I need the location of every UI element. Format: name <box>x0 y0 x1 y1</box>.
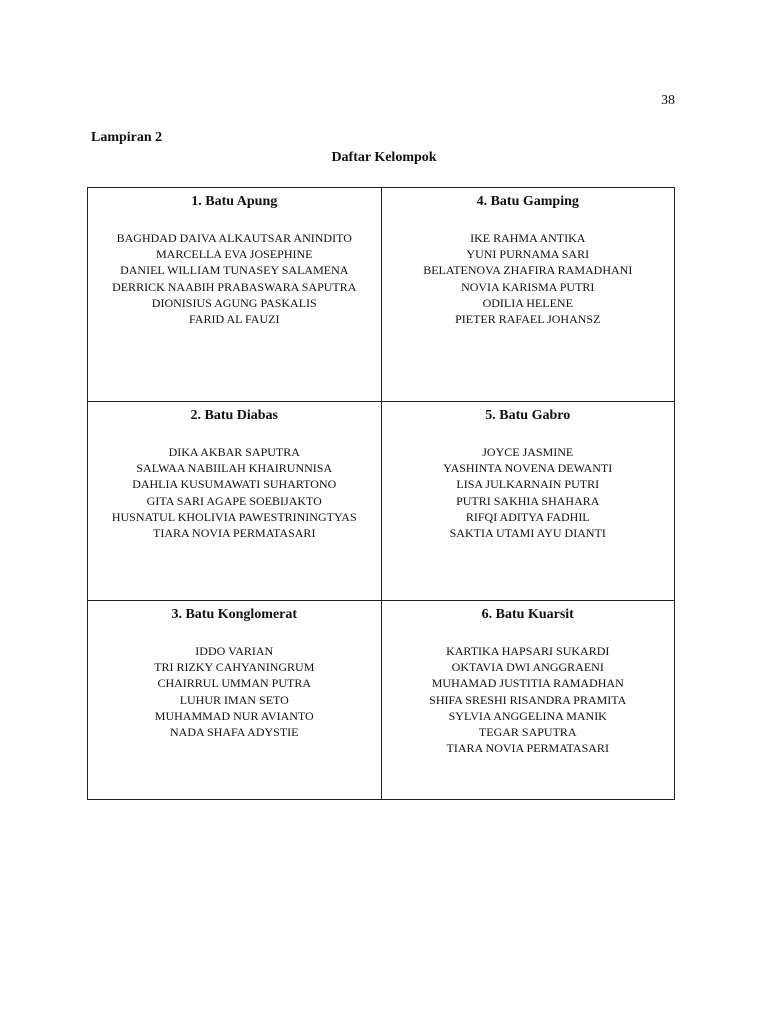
page-number: 38 <box>661 93 675 108</box>
document-title: Daftar Kelompok <box>331 150 437 165</box>
member-name: YUNI PURNAMA SARI <box>466 247 590 262</box>
group-name: 6. Batu Kuarsit <box>481 607 574 622</box>
member-name: YASHINTA NOVENA DEWANTI <box>443 461 613 476</box>
member-name: DIONISIUS AGUNG PASKALIS <box>151 295 317 310</box>
member-name: SHIFA SRESHI RISANDRA PRAMITA <box>429 692 627 707</box>
member-name: LUHUR IMAN SETO <box>179 692 289 707</box>
member-list <box>88 230 381 327</box>
member-name: DANIEL WILLIAM TUNASEY SALAMENA <box>120 263 349 278</box>
group-cell <box>88 402 382 601</box>
group-cell <box>381 601 675 800</box>
member-name: TIARA NOVIA PERMATASARI <box>153 526 316 541</box>
group-cell <box>381 188 675 402</box>
group-name: 4. Batu Gamping <box>476 194 579 209</box>
table-row <box>88 188 675 402</box>
group-cell <box>88 601 382 800</box>
member-name: TRI RIZKY CAHYANINGRUM <box>154 660 315 675</box>
member-name: JOYCE JASMINE <box>482 445 574 459</box>
group-name: 2. Batu Diabas <box>190 408 279 423</box>
member-name: MUHAMMAD NUR AVIANTO <box>154 708 314 723</box>
member-name: TIARA NOVIA PERMATASARI <box>446 741 609 756</box>
member-name: DERRICK NAABIH PRABASWARA SAPUTRA <box>112 279 357 294</box>
group-cell <box>88 188 382 402</box>
member-name: FARID AL FAUZI <box>189 312 280 327</box>
member-list <box>88 444 381 541</box>
member-name: PUTRI SAKHIA SHAHARA <box>456 493 600 508</box>
member-name: OKTAVIA DWI ANGGRAENI <box>451 660 604 675</box>
member-name: SALWAA NABIILAH KHAIRUNNISA <box>136 461 333 476</box>
group-name: 3. Batu Konglomerat <box>171 607 298 622</box>
member-name: CHAIRRUL UMMAN PUTRA <box>157 676 312 691</box>
member-name: ODILIA HELENE <box>482 295 573 310</box>
member-name: NADA SHAFA ADYSTIE <box>170 725 299 740</box>
group-table <box>87 187 675 800</box>
member-name: MUHAMAD JUSTITIA RAMADHAN <box>431 676 624 691</box>
table-row <box>88 601 675 800</box>
member-name: KARTIKA HAPSARI SUKARDI <box>446 644 610 658</box>
member-name: PIETER RAFAEL JOHANSZ <box>455 312 601 327</box>
member-name: DAHLIA KUSUMAWATI SUHARTONO <box>132 477 337 492</box>
member-name: IDDO VARIAN <box>195 644 274 658</box>
member-name: DIKA AKBAR SAPUTRA <box>168 445 300 459</box>
member-name: BELATENOVA ZHAFIRA RAMADHANI <box>423 263 633 278</box>
member-name: SYLVIA ANGGELINA MANIK <box>448 708 607 723</box>
group-name: 5. Batu Gabro <box>485 408 571 423</box>
member-name: IKE RAHMA ANTIKA <box>470 231 586 245</box>
table-row <box>88 402 675 601</box>
member-name: MARCELLA EVA JOSEPHINE <box>156 247 313 262</box>
member-list <box>382 230 675 327</box>
member-list <box>88 643 381 740</box>
group-cell <box>381 402 675 601</box>
member-name: HUSNATUL KHOLIVIA PAWESTRININGTYAS <box>111 509 357 524</box>
member-list <box>382 643 675 756</box>
attachment-label: Lampiran 2 <box>91 130 163 145</box>
group-name: 1. Batu Apung <box>191 194 278 209</box>
member-name: TEGAR SAPUTRA <box>478 725 577 740</box>
member-name: LISA JULKARNAIN PUTRI <box>456 477 600 492</box>
member-name: GITA SARI AGAPE SOEBIJAKTO <box>146 493 322 508</box>
member-name: BAGHDAD DAIVA ALKAUTSAR ANINDITO <box>116 231 352 245</box>
member-list <box>382 444 675 541</box>
member-name: RIFQI ADITYA FADHIL <box>465 509 590 524</box>
member-name: SAKTIA UTAMI AYU DIANTI <box>449 526 606 541</box>
member-name: NOVIA KARISMA PUTRI <box>461 279 595 294</box>
